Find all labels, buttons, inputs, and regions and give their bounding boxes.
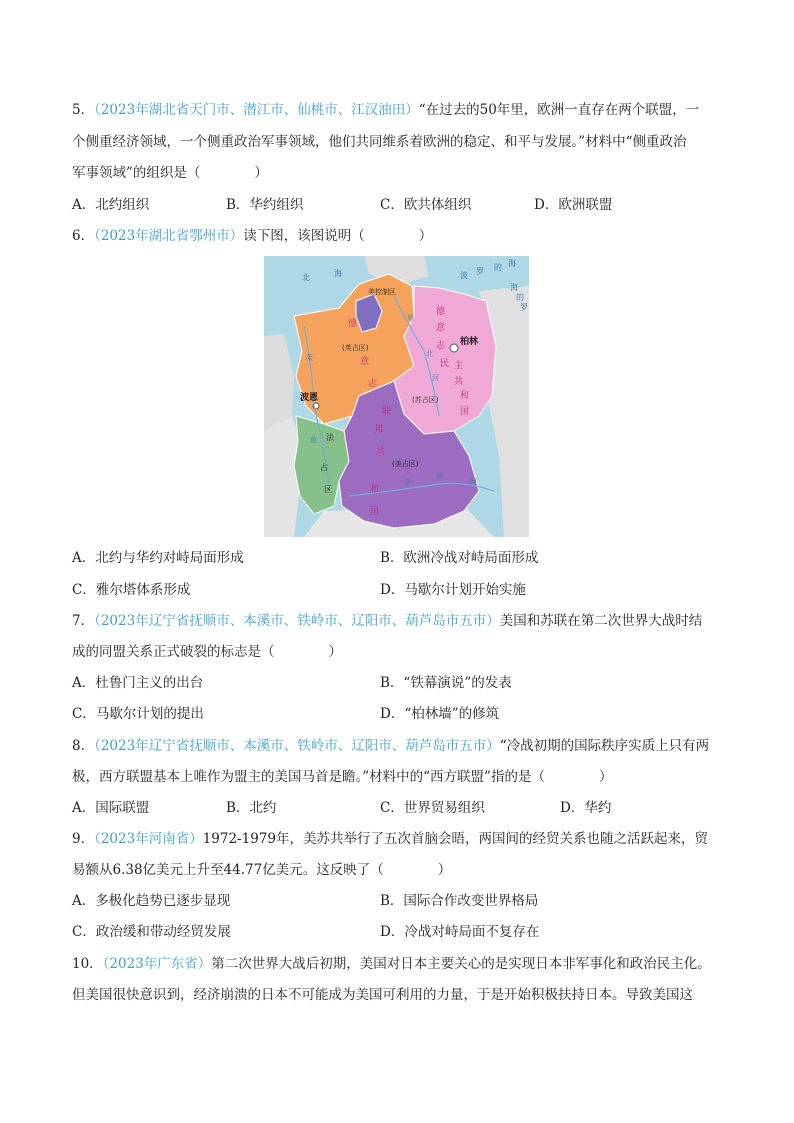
map-east-name-1: 德 [436,307,446,317]
q7-stem-part1: 美国和苏联在第二次世界大战时结 [499,613,703,629]
map-sea-baltic-1: 波 [460,271,468,280]
q10-source: （2023年广东省） [102,956,212,972]
map-sea-north-2: 海 [334,269,342,278]
map-berlin-label: 柏林 [460,337,479,347]
q7-line1 [72,611,702,631]
map-fed-name-2: 邦 [374,425,384,435]
q10-stem-part1: 第二次世界大战后初期，美国对日本主要关心的是实现日本非军事化和政治民主化。 [211,956,711,972]
q6-option-a: A．北约与华约对峙局面形成 [72,550,244,566]
map-east-name-4: 民 [440,359,450,369]
q8-option-b: B．北约 [226,800,277,816]
q8-option-c: C．世界贸易组织 [380,800,485,816]
map-west-name-3: 志 [368,379,378,389]
map-sea-baltic2-1: 海 [510,283,518,292]
map-west-name-1: 德 [348,319,358,329]
q9-source: （2023年河南省） [94,831,203,847]
q6-line1 [72,226,432,246]
map-river-6: 多 [404,478,411,486]
q5-option-b: B．华约组织 [226,197,304,213]
q8-line1 [72,736,709,756]
q5-line1 [72,100,699,120]
q9-option-d: D．冷战对峙局面不复存在 [380,924,540,940]
q8-number: 8． [72,738,95,754]
map-river-7: 瑙 [436,472,443,480]
q10-number: 10． [72,956,103,972]
q5-option-c: C．欧共体组织 [380,197,472,213]
q6-option-b: B．欧洲冷战对峙局面形成 [380,550,539,566]
q7-number: 7． [72,613,95,629]
map-east-name-7: 和 [460,391,470,401]
q7-option-a: A．杜鲁门主义的出台 [72,675,204,691]
q8-option-d: D．华约 [560,800,612,816]
map-east-name-8: 国 [460,407,470,417]
map-sea-baltic2-3: 罗 [520,303,528,312]
map-east-name-5: 主 [454,361,464,371]
map-east-name-6: 共 [454,377,464,387]
q9-number: 9． [72,831,95,847]
map-river-5: 茵 [310,436,317,444]
q5-line2: 个侧重经济领域，一个侧重政治军事领域，他们共同维系着欧洲的稳定、和平与发展。”材料中“侧重政治 [72,134,687,150]
map-west-name-2: 意 [360,357,370,367]
q5-stem-part1: “在过去的50年里，欧洲一直存在两个联盟，一 [418,102,700,118]
q7-option-c: C．马歇尔计划的提出 [72,706,204,722]
map-uk-zone-label: (英占区) [342,344,369,352]
q10-line2: 但美国很快意识到，经济崩溃的日本不可能成为美国可利用的力量，于是开始积极扶持日本。导致美国这 [72,987,693,1003]
map-bonn-label: 波恩 [300,393,319,403]
q6-option-c: C．雅尔塔体系形成 [72,582,191,598]
q8-line2: 极，西方联盟基本上唯作为盟主的美国马首是瞻。”材料中的“西方联盟”指的是（ ） [72,769,613,785]
map-east-name-3: 志 [436,341,446,351]
q5-number: 5． [72,102,95,118]
map-fr-zone-1: 法 [326,433,334,442]
q5-option-d: D．欧洲联盟 [534,197,613,213]
map-river-3: 河 [432,374,439,382]
q9-option-c: C．政治缓和带动经贸发展 [72,924,231,940]
map-fed-name-4: 和 [370,485,380,495]
map-fr-zone-2: 占 [320,463,328,472]
q9-line1 [72,829,708,849]
q6-number: 6． [72,228,95,244]
q7-line2: 成的同盟关系正式破裂的标志是（ ） [72,644,342,660]
q9-option-b: B．国际合作改变世界格局 [380,893,539,909]
map-river-4: 莱 [306,354,313,362]
map-sea-baltic-3: 的 [494,263,502,272]
q8-source: （2023年辽宁省抚顺市、本溪市、铁岭市、辽阳市、葫芦岛市五市） [94,738,500,754]
map-sea-baltic2-2: 的 [516,293,524,302]
q9-option-a: A．多极化趋势已逐步显现 [72,893,231,909]
q7-source: （2023年辽宁省抚顺市、本溪市、铁岭市、辽阳市、葫芦岛市五市） [94,613,500,629]
germany-division-map [264,256,529,537]
map-river-1: 易 [407,314,414,322]
map-soviet-zone-label: (苏占区) [412,396,439,404]
map-river-8: 河 [470,478,477,486]
map-fed-name-3: 共 [376,447,386,457]
q7-option-d: D．“柏林墙”的修筑 [380,706,500,722]
map-us-control-label: 美控制区 [368,288,396,296]
map-east-name-2: 意 [436,323,446,333]
q8-option-a: A．国际联盟 [72,800,150,816]
q9-line2: 易额从6.38亿美元上升至44.77亿美元。这反映了（ ） [72,862,452,878]
map-sea-baltic-4: 海 [508,259,516,268]
q6-stem: 读下图，该图说明（ ） [243,228,433,244]
map-fed-name-5: 国 [370,507,380,517]
q9-stem-part1: 1972-1979年，美苏共举行了五次首脑会晤，两国间的经贸关系也随之活跃起来，贸 [202,831,708,847]
map-us-zone-label: (美占区) [392,460,419,468]
q10-line1 [72,954,711,974]
berlin-marker [450,344,458,352]
map-river-2: 北 [426,350,433,358]
q5-line3: 军事领域”的组织是（ ） [72,165,268,181]
map-fed-name-1: 联 [382,407,392,417]
q6-option-d: D．马歇尔计划开始实施 [380,582,526,598]
map-sea-north-1: 北 [302,273,310,282]
map-sea-baltic-2: 罗 [476,267,484,276]
q8-stem-part1: “冷战初期的国际秩序实质上只有两 [499,738,710,754]
q5-option-a: A．北约组织 [72,197,150,213]
map-fr-zone-3: 区 [324,485,332,494]
q6-source: （2023年湖北省鄂州市） [94,228,244,244]
q5-source: （2023年湖北省天门市、潜江市、仙桃市、江汉油田） [94,102,419,118]
q7-option-b: B．“铁幕演说”的发表 [380,675,512,691]
